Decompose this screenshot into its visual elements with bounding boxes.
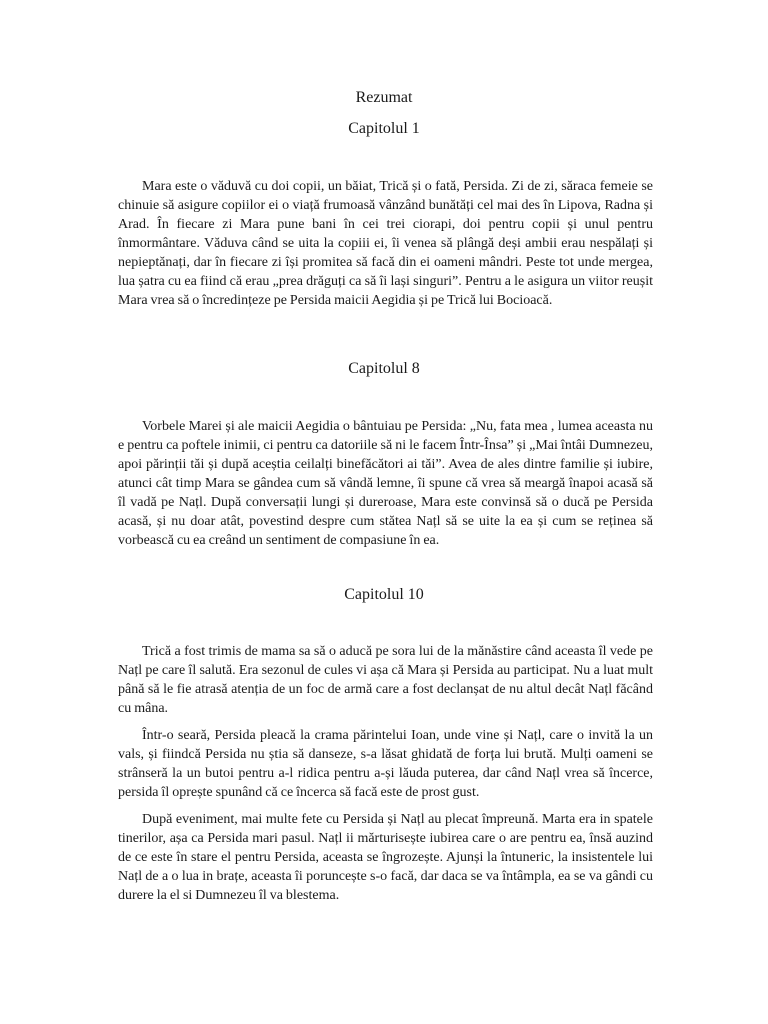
document-title: Rezumat bbox=[355, 89, 413, 106]
chapter-8-paragraph-1: Vorbele Marei și ale maicii Aegidia o bântuiau pe Persida: „Nu, fata mea , lumea aceasta nu e pentru ca poftele inimii, ci pentru ca datoriile să ni le facem Într-Însa” și „Mai întâi Dumnezeu, apoi părinții tăi și după aceștia ceilalți binefăcători ai tăi”. Avea de ales dintre familie și iubire, atunci cât timp Mara se gândea cum să vândă lemne, îi spune că vrea să meargă înapoi acasă să îl vadă pe Națl. După conversații lungi și dureroase, Mara este convinsă să o ducă pe Persida acasă, și nu doar atât, povestind despre cum stătea Națl să se uite la ea și cum se reținea să vorbească cu ea creând un sentiment de compasiune în ea. bbox=[118, 419, 653, 548]
chapter-1-body bbox=[118, 177, 653, 310]
chapter-10-body bbox=[118, 642, 653, 905]
chapter-1-heading: Capitolul 1 bbox=[348, 120, 420, 137]
chapter-1-paragraph-1: Mara este o văduvă cu doi copii, un băiat, Trică și o fată, Persida. Zi de zi, săraca femeie se chinuie să asigure copiilor ei o viață frumoasă vânzând bunătăți cel mai des în Lipova, Radna și Arad. În fiecare zi Mara pune bani în cei trei ciorapi, doi pentru copii și unul pentru înmormântare. Văduva când se uita la copiii ei, îi venea să plângă deși ambii erau nespălați și nepieptănați, dar în fiecare zi își promitea să facă din ei oameni mândri. Peste tot unde mergea, lua șatra cu ea fiind că erau „prea drăguți ca să îi lași singuri”. Pentru a le asigura un viitor reușit Mara vrea să o încredințeze pe Persida maicii Aegidia și pe Trică lui Bocioacă. bbox=[118, 179, 653, 308]
chapter-10-paragraph-2: Într-o seară, Persida pleacă la crama părintelui Ioan, unde vine și Națl, care o invită la un vals, și fiindcă Persida nu știa să danseze, s-a lăsat ghidată de forța lui brută. Mulți oameni se strânseră la un butoi pentru a-l ridica pentru a-și lăuda puterea, dar când Națl vrea să încerce, persida îl oprește spunând că ce încerca să facă este de prost gust. bbox=[118, 728, 653, 800]
chapter-10-paragraph-3: După eveniment, mai multe fete cu Persida și Națl au plecat împreună. Marta era in spatele tinerilor, așa ca Persida mari pasul. Națl ii mărturisește iubirea care o are pentru ea, însă auzind de ce este în stare el pentru Persida, aceasta se îngrozește. Ajunși la întuneric, la insistentele lui Națl de a o lua in brațe, aceasta îi poruncește s-o facă, dar daca se va întâmpla, ea se va gândi cu durere la el si Dumnezeu îl va blestema. bbox=[118, 812, 653, 903]
chapter-8-heading: Capitolul 8 bbox=[348, 360, 420, 377]
chapter-8-body bbox=[118, 417, 653, 550]
chapter-10-heading: Capitolul 10 bbox=[344, 586, 424, 603]
chapter-10-paragraph-1: Trică a fost trimis de mama sa să o aducă pe sora lui de la mănăstire când aceasta îl vede pe Națl pe care îl salută. Era sezonul de cules vi așa că Mara și Persida au participat. Nu a luat mult până să le fie atrasă atenția de un foc de armă care a fost declanșat de nu altul decât Națl făcând cu mâna. bbox=[118, 644, 653, 716]
